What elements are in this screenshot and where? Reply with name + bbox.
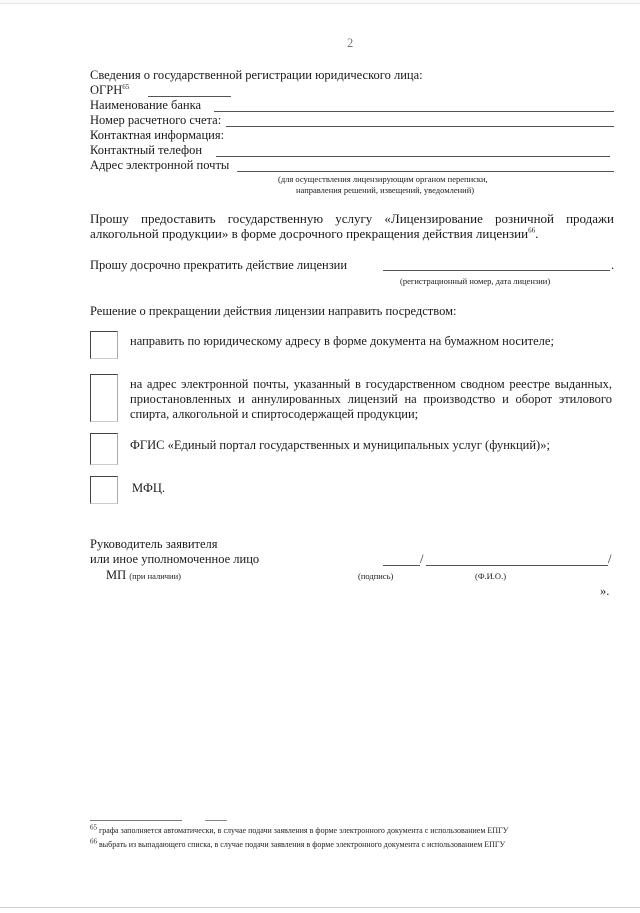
option-label-epgu: ФГИС «Единый портал государственных и муниципальных услуг (функций)»; [130,438,550,452]
footnote-65: $^{65}$ графа заполняется автоматически, в случае подачи заявления в форме электронного документа с использованием ЕПГУ [90,823,509,835]
option-label-paper: направить по юридическому адресу в форме документа на бумажном носителе; [130,334,554,348]
email-note-line1: (для осуществления лицензирующим органом переписки, [278,174,488,184]
registration-heading: Сведения о государственной регистрации юридического лица: [90,68,423,82]
option-checkbox-epgu[interactable] [90,433,118,465]
account-number-field[interactable] [226,126,614,127]
option-label-email: на адрес электронной почты, указанный в государственном сводном реестре выданных, приостановленных и аннулированных лицензий на производство и оборот этилового спирта, алкогольной и спиртосодержащей продукции; [130,377,612,421]
email-label: Адрес электронной почты [90,158,230,172]
footnote-ref-66: 66 [528,226,536,235]
bank-name-field[interactable] [214,111,614,112]
terminate-label: Прошу досрочно прекратить действие лицензии [90,258,348,272]
phone-label: Контактный телефон [90,143,203,157]
email-note-line2: направления решений, извещений, уведомлений) [296,185,475,195]
scan-bottom-edge [0,907,640,908]
license-number-field[interactable] [383,270,610,271]
phone-field[interactable] [216,156,610,157]
footnote-ref-65: 65 [122,82,130,91]
ogrn-field[interactable] [148,96,231,97]
page-number: 2 [347,36,354,50]
signature-field[interactable] [383,565,420,566]
signature-note: (подпись) [358,571,394,581]
stamp-mp: МП [106,568,127,582]
signer-title-line1: Руководитель заявителя [90,537,218,551]
stamp-note: (при наличии) [129,571,181,581]
option-label-mfc: МФЦ. [132,481,165,495]
stamp-label [106,568,181,582]
email-field[interactable] [237,171,614,172]
full-name-note: (Ф.И.О.) [475,571,507,581]
footnote-separator-stray [205,820,227,821]
signer-title-line2: или иное уполномоченное лицо [90,552,260,566]
option-checkbox-paper[interactable] [90,331,118,359]
account-label: Номер расчетного счета: [90,113,222,127]
closing-quote: ». [600,584,610,598]
footnote-separator [90,820,182,821]
decision-heading: Решение о прекращении действия лицензии направить посредством: [90,304,457,318]
full-name-field[interactable] [426,565,608,566]
request-paragraph: Прошу предоставить государственную услугу «Лицензирование розничной продажи алкогольной продукции» в форме досрочного прекращения действия лицензии$^{66}$. [90,211,614,241]
signature-slash-1: / [420,552,424,566]
contact-label: Контактная информация: [90,128,225,142]
terminate-end: . [611,258,615,272]
bank-label: Наименование банка [90,98,202,112]
option-checkbox-mfc[interactable] [90,476,118,504]
footnote-66: $^{66}$ выбрать из выпадающего списка, в случае подачи заявления в форме электронного документа с использованием ЕПГУ [90,837,506,849]
license-field-note: (регистрационный номер, дата лицензии) [400,276,551,286]
option-checkbox-email[interactable] [90,374,118,422]
ogrn-label: ОГРН$^{65}$ [90,82,130,97]
scan-top-edge [0,0,640,4]
signature-slash-2: / [608,552,612,566]
